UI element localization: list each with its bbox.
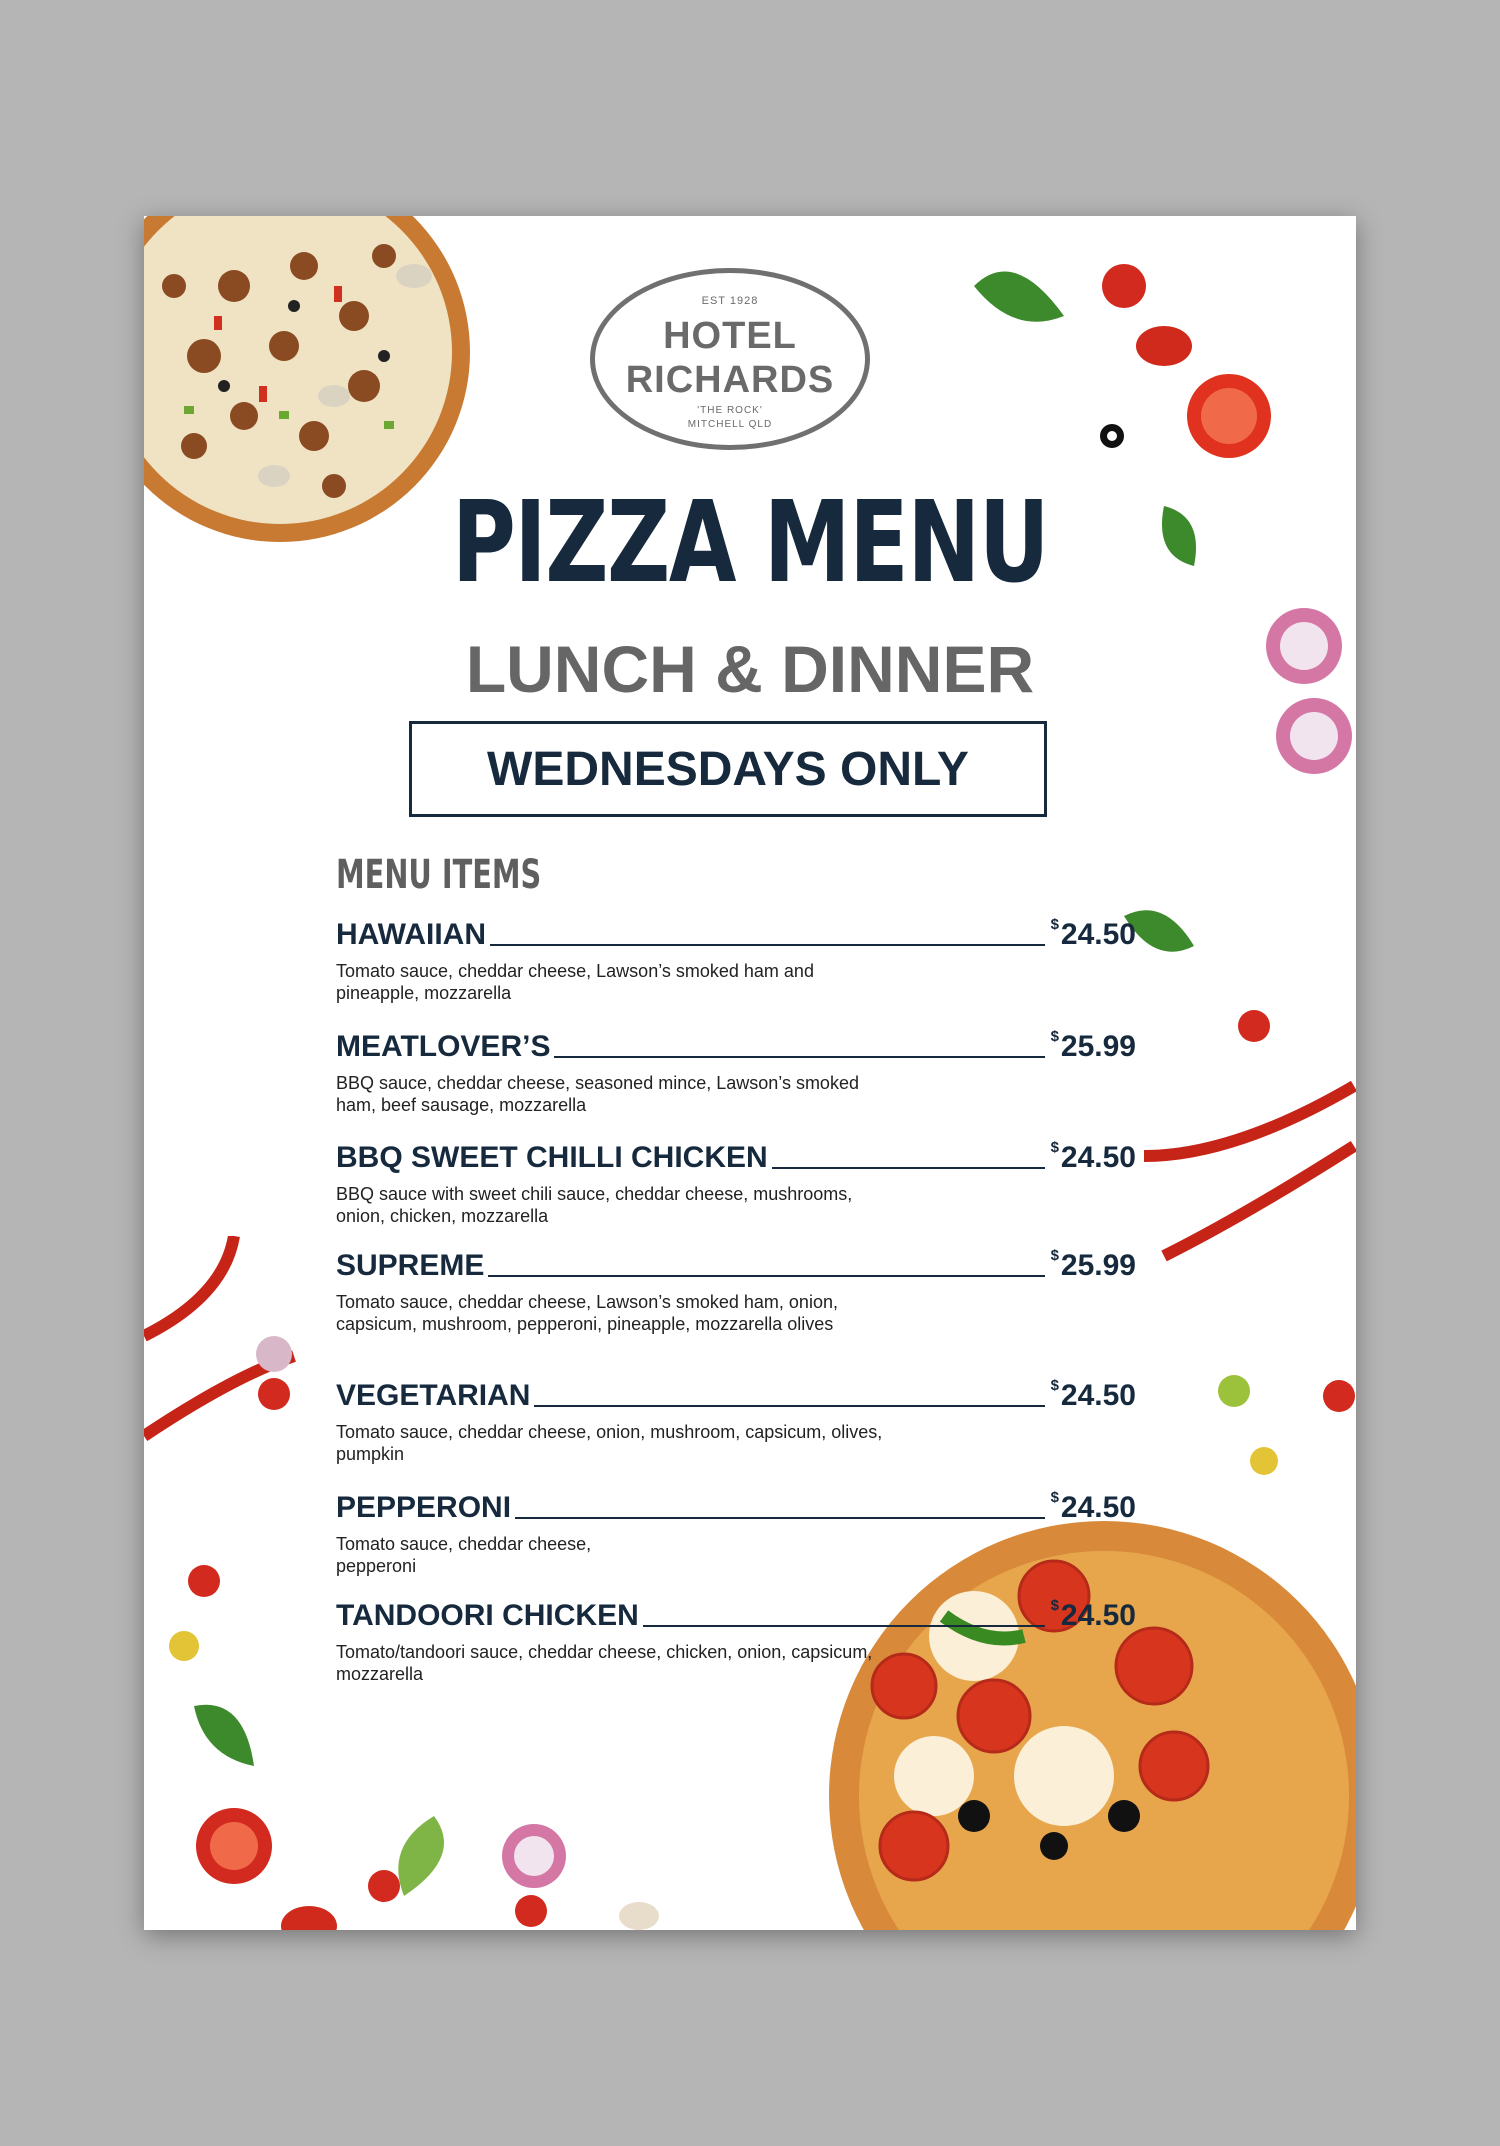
item-name: HAWAIIAN <box>336 918 486 951</box>
logo-tagline: 'THE ROCK' <box>697 405 763 416</box>
leader-line <box>534 1405 1044 1407</box>
ingredients-right-image <box>964 236 1356 1536</box>
item-name: MEATLOVER’S <box>336 1030 551 1063</box>
item-price: $24.50 <box>1050 1489 1136 1524</box>
menu-item <box>336 1491 1136 1577</box>
leader-line <box>488 1275 1044 1277</box>
item-description: Tomato/tandoori sauce, cheddar cheese, chicken, onion, capsicum, mozzarella <box>336 1642 873 1684</box>
pizza-bottom-right-image <box>824 1516 1356 1930</box>
item-price: $24.50 <box>1050 1377 1136 1412</box>
leader-line <box>490 944 1045 946</box>
item-description: Tomato sauce, cheddar cheese, Lawson’s smoked ham and pineapple, mozzarella <box>336 961 814 1003</box>
menu-item <box>336 918 1136 1004</box>
item-description: BBQ sauce with sweet chili sauce, cheddar cheese, mushrooms, onion, chicken, mozzarella <box>336 1184 853 1226</box>
item-price: $24.50 <box>1050 1139 1136 1174</box>
item-description: BBQ sauce, cheddar cheese, seasoned mince, Lawson’s smoked ham, beef sausage, mozzarella <box>336 1073 859 1115</box>
menu-item <box>336 1249 1136 1335</box>
leader-line <box>772 1167 1045 1169</box>
item-description: Tomato sauce, cheddar cheese, pepperoni <box>336 1534 592 1576</box>
menu-sheet <box>144 216 1356 1930</box>
page-subtitle: LUNCH & DINNER <box>465 632 1035 706</box>
item-name: VEGETARIAN <box>336 1379 531 1412</box>
menu-item <box>336 1599 1136 1685</box>
wednesdays-badge: WEDNESDAYS ONLY <box>409 721 1047 817</box>
item-name: SUPREME <box>336 1249 485 1282</box>
leader-line <box>515 1517 1045 1519</box>
logo-location: MITCHELL QLD <box>687 419 773 430</box>
page-title: PIZZA MENU <box>451 478 1049 608</box>
item-price: $25.99 <box>1050 1247 1136 1282</box>
ingredients-left-image <box>144 1236 664 1930</box>
item-description: Tomato sauce, cheddar cheese, onion, mushroom, capsicum, olives, pumpkin <box>336 1422 883 1464</box>
leader-line <box>643 1625 1045 1627</box>
item-price: $25.99 <box>1050 1028 1136 1063</box>
item-name: TANDOORI CHICKEN <box>336 1599 639 1632</box>
logo-est: EST 1928 <box>701 295 759 307</box>
hotel-logo <box>590 268 870 450</box>
menu-item <box>336 1379 1136 1465</box>
item-name: PEPPERONI <box>336 1491 512 1524</box>
logo-line2: RICHARDS <box>625 359 835 401</box>
item-price: $24.50 <box>1050 1597 1136 1632</box>
section-heading: MENU ITEMS <box>336 852 542 898</box>
menu-item <box>336 1030 1136 1116</box>
item-description: Tomato sauce, cheddar cheese, Lawson’s smoked ham, onion, capsicum, mushroom, pepperoni, pineapple, mozzarella olives <box>336 1292 838 1334</box>
item-name: BBQ SWEET CHILLI CHICKEN <box>336 1141 768 1174</box>
menu-item <box>336 1141 1136 1227</box>
leader-line <box>554 1056 1044 1058</box>
item-price: $24.50 <box>1050 916 1136 951</box>
logo-line1: HOTEL <box>663 315 797 357</box>
